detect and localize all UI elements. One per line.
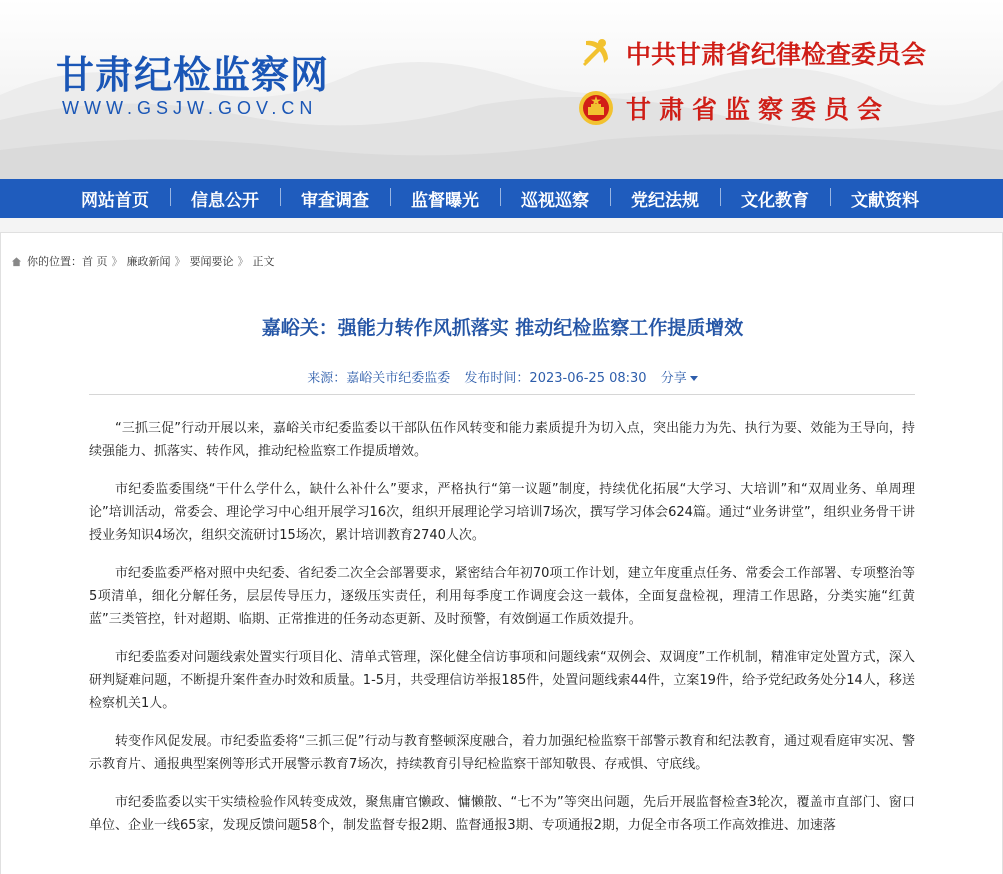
- title-divider: [89, 394, 915, 395]
- nav-exposure[interactable]: 监督曝光: [390, 186, 500, 211]
- article-source: 来源：嘉峪关市纪委监委: [307, 371, 451, 386]
- breadcrumb-clean-news[interactable]: 廉政新闻: [126, 255, 171, 268]
- breadcrumb-prefix: 你的位置：: [27, 255, 82, 268]
- breadcrumb-separator: 》: [237, 255, 249, 268]
- nav-culture[interactable]: 文化教育: [720, 186, 830, 211]
- article-panel: [0, 232, 1003, 874]
- breadcrumb-home[interactable]: 首 页: [82, 255, 108, 268]
- breadcrumb-key-news[interactable]: 要闻要论: [189, 255, 234, 268]
- nav-home[interactable]: 网站首页: [81, 191, 149, 211]
- share-label: 分享: [660, 371, 687, 386]
- org-party-name: 中共甘肃省纪律检查委员会: [626, 40, 927, 69]
- org-supervisory-commission: [578, 90, 890, 126]
- nav-inspection[interactable]: 巡视巡察: [500, 186, 610, 211]
- article-paragraph: 市纪委监委严格对照中央纪委、省纪委二次全会部署要求，紧密结合年初70项工作计划，建立年度重点任务、常委会工作部署、专项整治等5项清单，细化分解任务，层层传导压力，逐级压实责任，利用每季度工作调度会这一载体，全面复盘检视，理清工作思路，分类实施“红黄蓝”三类管控，针对超期、临期、正常推进的任务动态更新、及时预警，有效倒逼工作质效提升。: [89, 566, 915, 627]
- article-title: 嘉峪关：强能力转作风抓落实 推动纪检监察工作提质增效: [261, 317, 744, 339]
- nav-documents[interactable]: 文献资料: [830, 186, 940, 211]
- org-supervisory-name: 甘肃省监察委员会: [626, 95, 891, 124]
- share-button[interactable]: [661, 371, 698, 386]
- nav-regulations[interactable]: 党纪法规: [610, 186, 720, 211]
- article-paragraph: 市纪委监委对问题线索处置实行项目化、清单式管理，深化健全信访事项和问题线索“双例会、双调度”工作机制，精准审定处置方式，深入研判疑难问题，不断提升案件查办时效和质量。1-5月，共受理信访举报185件，处置问题线索44件，立案19件，给予党纪政务处分14人，移送检察机关1人。: [89, 650, 915, 711]
- article-paragraph: 转变作风促发展。市纪委监委将“三抓三促”行动与教育整顿深度融合，着力加强纪检监察干部警示教育和纪法教育，通过观看庭审实况、警示教育片、通报典型案例等形式开展警示教育7场次，持续教育引导纪检监察干部知敬畏、存戒惧、守底线。: [89, 734, 915, 772]
- article-meta: [1, 367, 1003, 386]
- chevron-down-icon: [690, 376, 698, 381]
- breadcrumb-separator: 》: [174, 255, 186, 268]
- org-party-commission: [578, 35, 926, 71]
- article-body: [89, 417, 915, 852]
- article-paragraph: “三抓三促”行动开展以来，嘉峪关市纪委监委以干部队伍作风转变和能力素质提升为切入点，突出能力为先、执行为要、效能为王导向，持续强能力、抓落实、转作风，推动纪检监察工作提质增效。: [89, 421, 915, 459]
- article-published-time: 发布时间：2023-06-25 08:30: [464, 371, 647, 386]
- breadcrumb-separator: 》: [111, 255, 123, 268]
- nav-info-disclosure[interactable]: 信息公开: [170, 186, 280, 211]
- site-url: WWW.GSJW.GOV.CN: [62, 98, 318, 118]
- nav-investigation[interactable]: 审查调查: [280, 186, 390, 211]
- site-logo-title[interactable]: 甘肃纪检监察网: [56, 52, 330, 97]
- party-emblem-icon: [578, 35, 614, 71]
- breadcrumb-current: 正文: [252, 255, 275, 268]
- breadcrumb: [11, 253, 275, 269]
- main-nav: [0, 179, 1003, 218]
- article-paragraph: 市纪委监委以实干实绩检验作风转变成效，聚焦庸官懒政、慵懒散、“七不为”等突出问题，先后开展监督检查3轮次，覆盖市直部门、窗口单位、企业一线65家，发现反馈问题58个，制发监督专报2期、监督通报3期、专项通报2期，力促全市各项工作高效推进、加速落: [89, 795, 915, 833]
- site-header: [0, 0, 1003, 179]
- location-home-icon: [11, 256, 22, 267]
- article-paragraph: 市纪委监委围绕“干什么学什么，缺什么补什么”要求，严格执行“第一议题”制度，持续优化拓展“大学习、大培训”和“双周业务、单周理论”培训活动，常委会、理论学习中心组开展学习16次，组织开展理论学习培训7场次，撰写学习体会624篇。通过“业务讲堂”，组织业务骨干讲授业务知识4场次，组织交流研讨15场次，累计培训教育2740人次。: [89, 482, 915, 543]
- national-emblem-icon: [578, 90, 614, 126]
